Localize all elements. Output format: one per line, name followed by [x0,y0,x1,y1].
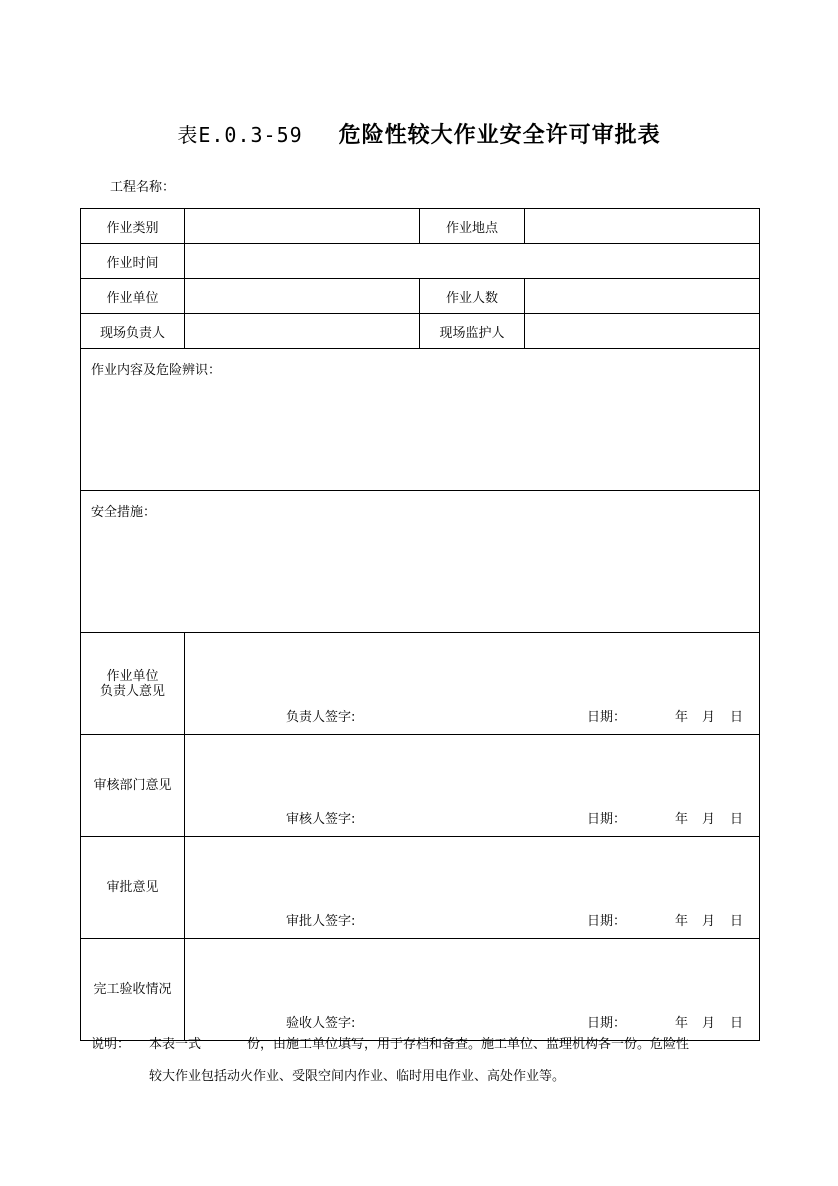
opinion-label-approval: 审批意见 [81,837,185,939]
label-site-manager: 现场负责人 [81,314,185,349]
year-label: 年 [675,1016,689,1031]
field-work-unit[interactable] [185,279,420,314]
field-work-time[interactable] [185,244,760,279]
field-worker-count[interactable] [525,279,760,314]
label-work-unit: 作业单位 [81,279,185,314]
content-hazard-block[interactable] [81,349,760,491]
day-label: 日 [730,914,744,929]
date-label: 日期： [587,710,627,725]
label-work-type: 作业类别 [81,209,185,244]
label-work-location: 作业地点 [420,209,525,244]
signature-line [185,808,759,827]
date-label: 日期： [587,812,627,827]
day-label: 日 [730,710,744,725]
field-site-manager[interactable] [185,314,420,349]
date-label: 日期： [587,1016,627,1031]
month-label: 月 [702,812,716,827]
note-part-2: 份，由施工单位填写，用于存档和备查。施工单位、监理机构各一份。危险性 [247,1037,690,1052]
note-line-2: 较大作业包括动火作业、受限空间内作业、临时用电作业、高处作业等。 [149,1069,566,1084]
signature-line [185,910,759,929]
form-name: 危险性较大作业安全许可审批表 [338,123,661,148]
opinion-field-approval[interactable] [185,837,760,939]
signer-label: 审批人签字: [286,914,356,929]
opinion-field-completion[interactable] [185,939,760,1041]
label-work-time: 作业时间 [81,244,185,279]
signer-label: 审核人签字: [286,812,356,827]
safety-measures-label: 安全措施： [91,505,157,520]
opinion-label-completion: 完工验收情况 [81,939,185,1041]
month-label: 月 [702,710,716,725]
signer-label: 负责人签字: [286,710,356,725]
approval-form-table [80,208,760,1041]
signature-line [185,706,759,725]
note-label: 说明： [91,1037,131,1052]
form-note [91,1029,689,1093]
page-title [0,118,838,149]
note-part-1: 本表一式 [149,1037,202,1052]
month-label: 月 [702,914,716,929]
day-label: 日 [730,812,744,827]
field-work-type[interactable] [185,209,420,244]
safety-measures-block[interactable] [81,491,760,633]
day-label: 日 [730,1016,744,1031]
opinion-field-unit-manager[interactable] [185,633,760,735]
form-code: 表E.0.3-59 [177,123,303,147]
content-hazard-label: 作业内容及危险辨识： [91,363,222,378]
opinion-field-review-dept[interactable] [185,735,760,837]
year-label: 年 [675,710,689,725]
field-site-supervisor[interactable] [525,314,760,349]
signature-line [185,1012,759,1031]
project-name-label: 工程名称： [110,180,176,195]
year-label: 年 [675,812,689,827]
year-label: 年 [675,914,689,929]
signer-label: 验收人签字: [286,1016,356,1031]
opinion-label-review-dept: 审核部门意见 [81,735,185,837]
label-site-supervisor: 现场监护人 [420,314,525,349]
field-work-location[interactable] [525,209,760,244]
opinion-label-unit-manager: 作业单位 负责人意见 [81,633,185,735]
note-line-1 [91,1029,689,1061]
date-label: 日期： [587,914,627,929]
month-label: 月 [702,1016,716,1031]
label-worker-count: 作业人数 [420,279,525,314]
